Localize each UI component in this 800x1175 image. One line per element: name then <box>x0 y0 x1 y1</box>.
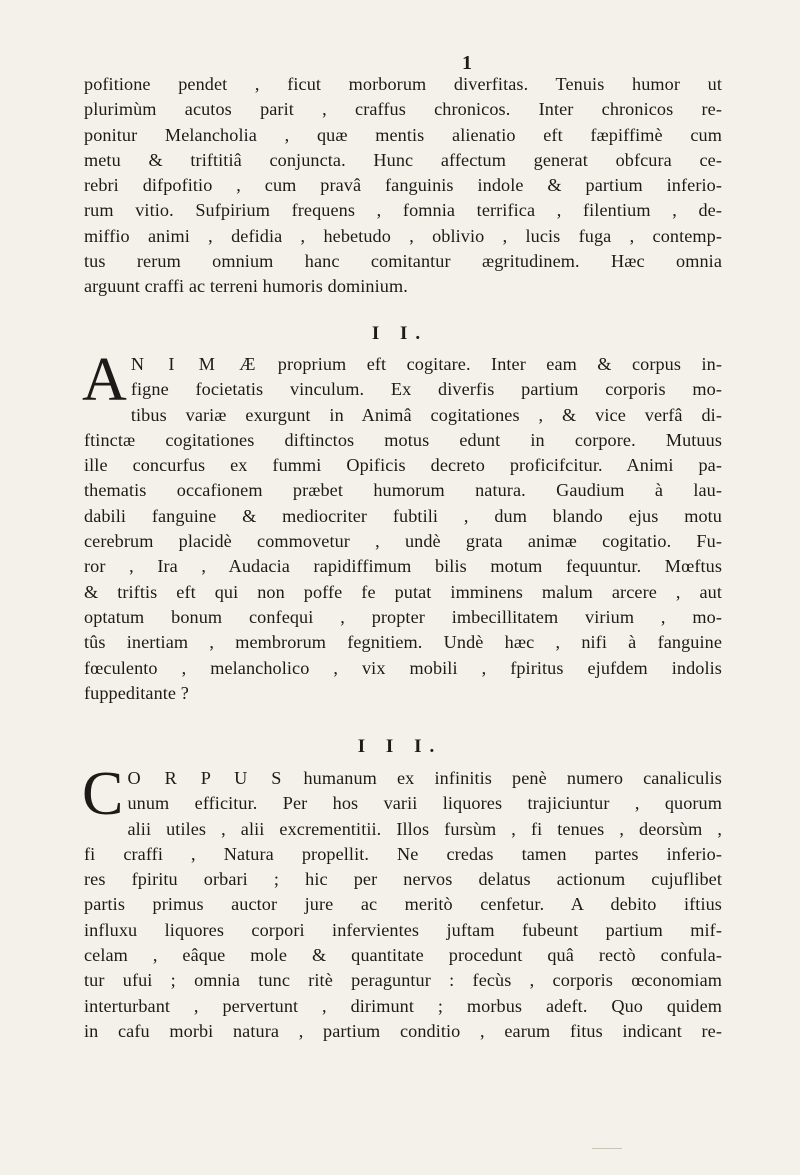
text-line: rum vitio. Sufpirium frequens , fomnia terrifica , filentium , de- <box>84 200 722 221</box>
text-line: pofitione pendet , ficut morborum diverfitas. Tenuis humor ut <box>84 74 722 94</box>
text-line: arguunt craffi ac terreni humoris dominium. <box>84 276 408 297</box>
text-line: rebri difpofitio , cum pravâ fanguinis indole & partium inferio- <box>84 175 722 196</box>
text-line: alii utiles , alii excrementitii. Illos fursùm , fi tenues , deorsùm , <box>127 818 722 839</box>
text-line: & triftis eft qui non poffe fe putat imminens malum arcere , aut <box>84 581 722 602</box>
text-line: res fpiritu orbari ; hic per nervos delatus actionum cujuflibet <box>84 869 722 890</box>
text-line: in cafu morbi natura , partium conditio , earum fitus indicant re- <box>84 1020 722 1041</box>
section-heading-3: I I I. <box>357 736 443 757</box>
paragraph-melancholia <box>84 72 722 300</box>
small-caps-word: O R P U S <box>127 768 284 788</box>
paragraph-anima <box>82 346 722 706</box>
text-line: figne focietatis vinculum. Ex diverfis partium corporis mo- <box>130 379 722 400</box>
drop-cap-letter: C <box>82 760 124 828</box>
section-heading-2: I I. <box>371 323 429 344</box>
text-line: ille concurfus ex fummi Opificis decreto proficifcitur. Animi pa- <box>84 455 722 476</box>
text-line: fuppeditante ? <box>84 682 189 703</box>
drop-cap-letter: A <box>82 346 127 414</box>
page-smudge <box>592 1148 622 1149</box>
paragraph-corpus <box>82 760 722 1044</box>
text-line: metu & triftitiâ conjuncta. Hunc affectum generat obfcura ce- <box>84 149 722 170</box>
text-line: celam , eâque mole & quantitate procedunt quâ rectò confula- <box>84 945 722 966</box>
text-line: dabili fanguine & mediocriter fubtili , dum blando ejus motu <box>84 505 722 526</box>
text-line: tus rerum omnium hanc comitantur ægritudinem. Hæc omnia <box>84 251 722 272</box>
text-line: thematis occafionem præbet humorum natura. Gaudium à lau- <box>84 480 722 501</box>
text-fragment: humanum ex infinitis penè numero canaliculis <box>283 768 722 788</box>
text-line: miffio animi , defidia , hebetudo , oblivio , lucis fuga , contemp- <box>84 225 722 246</box>
text-fragment: proprium eft cogitare. Inter eam & corpus in- <box>257 354 722 374</box>
text-line: partis primus auctor jure ac meritò cenfetur. A debito iftius <box>84 894 722 915</box>
page-header-mark: 1 <box>462 52 472 74</box>
text-line: tur ufui ; omnia tunc ritè peraguntur : fecùs , corporis œconomiam <box>84 970 722 991</box>
text-line <box>84 352 722 377</box>
text-line: ror , Ira , Audacia rapidiffimum bilis motum fequuntur. Mœftus <box>84 556 722 577</box>
text-line: ftinctæ cogitationes diftinctos motus edunt in corpore. Mutuus <box>84 429 722 450</box>
text-line: plurimùm acutos parit , craffus chronicos. Inter chronicos re- <box>84 99 722 120</box>
text-line: unum efficitur. Per hos varii liquores trajiciuntur , quorum <box>127 793 722 814</box>
text-line: interturbant , pervertunt , dirimunt ; morbus adeft. Quo quidem <box>84 995 722 1016</box>
text-line: tibus variæ exurgunt in Animâ cogitationes , & vice verfâ di- <box>130 404 722 425</box>
text-line: optatum bonum confequi , propter imbecillitatem virium , mo- <box>84 606 722 627</box>
text-line <box>84 766 722 791</box>
text-line: fœculento , melancholico , vix mobili , fpiritus ejufdem indolis <box>84 657 722 678</box>
text-line: cerebrum placidè commovetur , undè grata animæ cogitatio. Fu- <box>84 531 722 552</box>
text-line: influxu liquores corpori infervientes juftam fubeunt partium mif- <box>84 919 722 940</box>
text-line: fi craffi , Natura propellit. Ne credas tamen partes inferio- <box>84 843 722 864</box>
small-caps-word: N I M Æ <box>130 354 258 374</box>
text-line: ponitur Melancholia , quæ mentis alienatio eft fæpiffimè cum <box>84 124 722 145</box>
text-line: tûs inertiam , membrorum fegnitiem. Undè hæc , nifi à fanguine <box>84 632 722 653</box>
